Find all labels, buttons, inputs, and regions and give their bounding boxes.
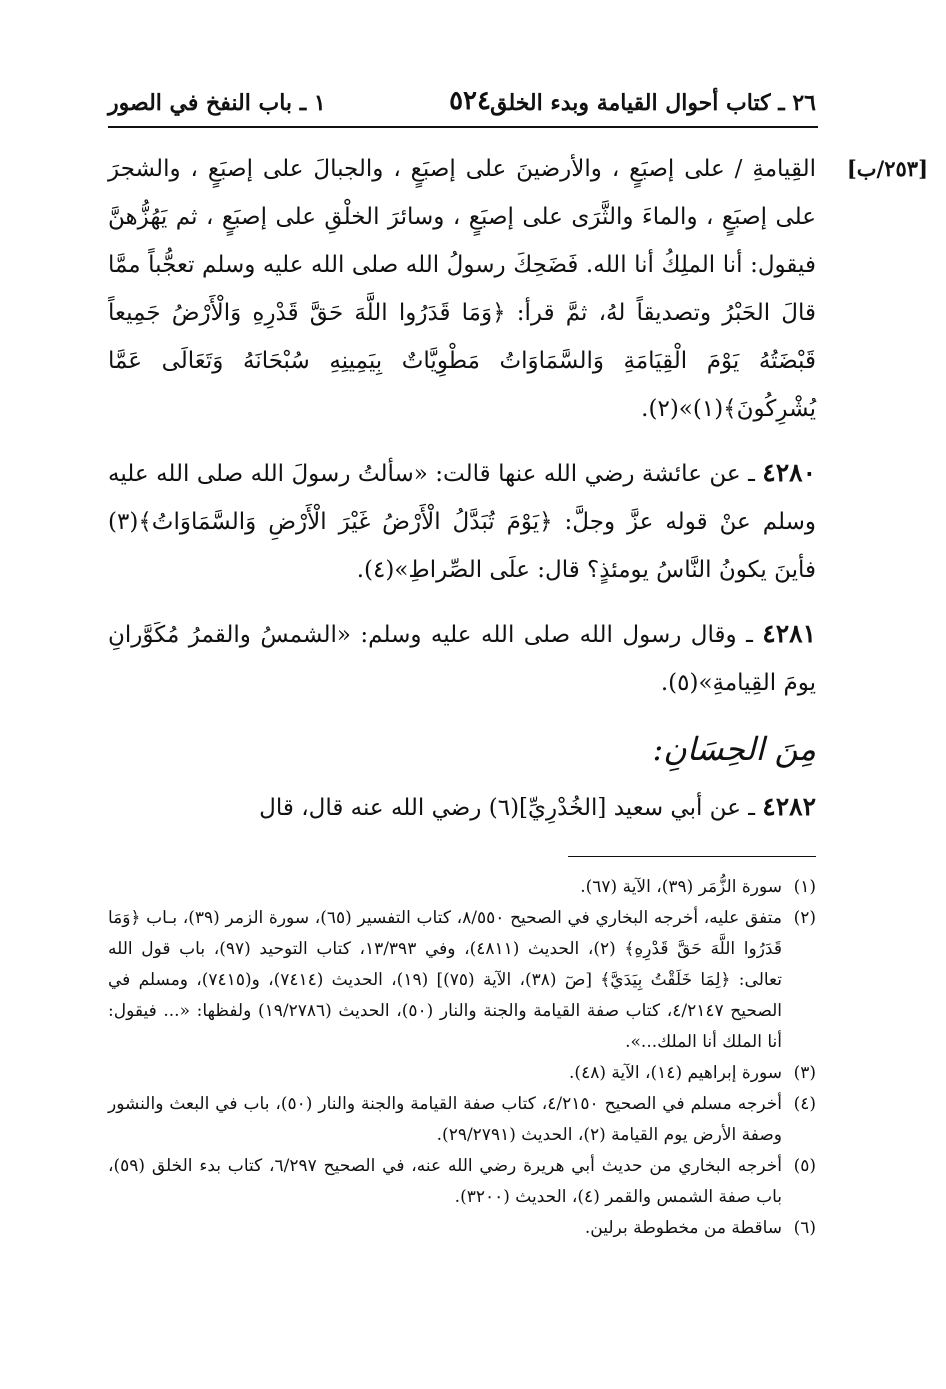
hadith-4282 <box>108 783 816 832</box>
footnote-text: أخرجه البخاري من حديث أبي هريرة رضي الله عنه، في الصحيح ٦/٢٩٧، كتاب بدء الخلق (٥٩)، باب صفة الشمس والقمر (٤)، الحديث (٣٢٠٠). <box>108 1156 782 1207</box>
footnote <box>108 903 816 1058</box>
footnote <box>108 1151 816 1213</box>
paragraph-continuation <box>108 145 816 433</box>
footnote-text: سورة إبراهيم (١٤)، الآية (٤٨). <box>569 1063 782 1083</box>
footnote-number: (٣) <box>793 1063 816 1083</box>
page-number: ٥٢٤ <box>449 86 491 116</box>
hadith-number: ٤٢٨٢ <box>762 792 816 821</box>
footnote-rule <box>568 856 816 857</box>
footnote-text: سورة الزُّمَر (٣٩)، الآية (٦٧). <box>580 877 782 897</box>
paragraph-text: ـ عن أبي سعيد [الخُدْرِيِّ](٦) رضي الله عنه قال، قال <box>259 795 755 821</box>
main-text <box>108 145 928 848</box>
paragraph-text: القِيامةِ / على إصبَعٍ ، والأرضينَ على إصبَعٍ ، والجبالَ على إصبَعٍ ، والشجرَ على إصبَعٍ ، والماءَ والثَّرَى على إصبَعٍ ، وسائرَ الخلْقِ على إصبَعٍ ، ثم يَهُزُّهنَّ فيقول: أنا الملِكُ أنا الله. فَضَحِكَ رسولُ الله صلى الله عليه وسلم تعجُّباً ممَّا قالَ الحَبْرُ وتصديقاً لهُ، ثمَّ قرأ: ﴿وَمَا قَدَرُوا اللَّهَ حَقَّ قَدْرِهِ وَالْأَرْضُ جَمِيعاً قَبْضَتُهُ يَوْمَ الْقِيَامَةِ وَالسَّمَاوَاتُ مَطْوِيَّاتٌ بِيَمِينِهِ سُبْحَانَهُ وَتَعَالَى عَمَّا يُشْرِكُونَ﴾(١)»(٢). <box>108 156 816 422</box>
footnote-number: (١) <box>793 877 816 897</box>
paragraph-text: ـ عن عائشة رضي الله عنها قالت: «سألتُ رسولَ الله صلى الله عليه وسلم عنْ قوله عزَّ وجلَّ: ﴿يَوْمَ تُبَدَّلُ الْأَرْضُ غَيْرَ الْأَرْضِ وَالسَّمَاوَاتُ﴾(٣) فأينَ يكونُ النَّاسُ يومئذٍ؟ قال: علَى الصِّراطِ»(٤). <box>108 461 816 583</box>
footnote-text: ساقطة من مخطوطة برلين. <box>584 1218 782 1238</box>
running-header <box>108 84 816 124</box>
manuscript-folio-note: [٢٥٣/ب] <box>846 156 928 181</box>
hadith-number: ٤٢٨٠ <box>762 458 816 487</box>
footnote-text: متفق عليه، أخرجه البخاري في الصحيح ٨/٥٥٠، كتاب التفسير (٦٥)، سورة الزمر (٣٩)، بـاب ﴿وَمَا قَدَرُوا اللَّهَ حَقَّ قَدْرِهِ﴾ (٢)، الحديث (٤٨١١)، وفي ١٣/٣٩٣، كتاب التوحيد (٩٧)، باب قول الله تعالى: ﴿لِمَا خَلَقْتُ بِيَدَيَّ﴾ [صٓ (٣٨)، الآية (٧٥)] (١٩)، الحديث (٧٤١٤)، و(٧٤١٥)، ومسلم في الصحيح ٤/٢١٤٧، كتاب صفة القيامة والجنة والنار (٥٠)، الحديث (١٩/٢٧٨٦) ولفظها: «... فيقول: أنا الملك أنا الملك...». <box>108 908 783 1052</box>
footnote <box>108 872 816 903</box>
footnotes <box>108 872 816 1244</box>
hadith-4281 <box>108 610 816 707</box>
footnote-number: (٦) <box>793 1218 816 1238</box>
footnote-number: (٢) <box>793 908 816 928</box>
footnote <box>108 1089 816 1151</box>
hadith-4280 <box>108 449 816 594</box>
footnote <box>108 1058 816 1089</box>
book-title: ٢٦ ـ كتاب أحوال القيامة وبدء الخلق <box>490 90 816 116</box>
paragraph-text: ـ وقال رسول الله صلى الله عليه وسلم: «الشمسُ والقمرُ مُكَوَّرانِ يومَ القِيامةِ»(٥). <box>108 622 816 696</box>
chapter-title: ١ ـ باب النفخ في الصور <box>108 90 326 116</box>
footnote-number: (٥) <box>793 1156 816 1176</box>
hadith-number: ٤٢٨١ <box>762 619 817 648</box>
section-heading: مِنَ الحِسَانِ: <box>652 730 816 768</box>
footnote <box>108 1213 816 1244</box>
footnote-number: (٤) <box>793 1094 816 1114</box>
footnote-text: أخرجه مسلم في الصحيح ٤/٢١٥٠، كتاب صفة القيامة والجنة والنار (٥٠)، باب في البعث والنشور وصفة الأرض يوم القيامة (٢)، الحديث (٢٩/٢٧٩١). <box>108 1094 782 1145</box>
header-rule <box>108 126 818 128</box>
